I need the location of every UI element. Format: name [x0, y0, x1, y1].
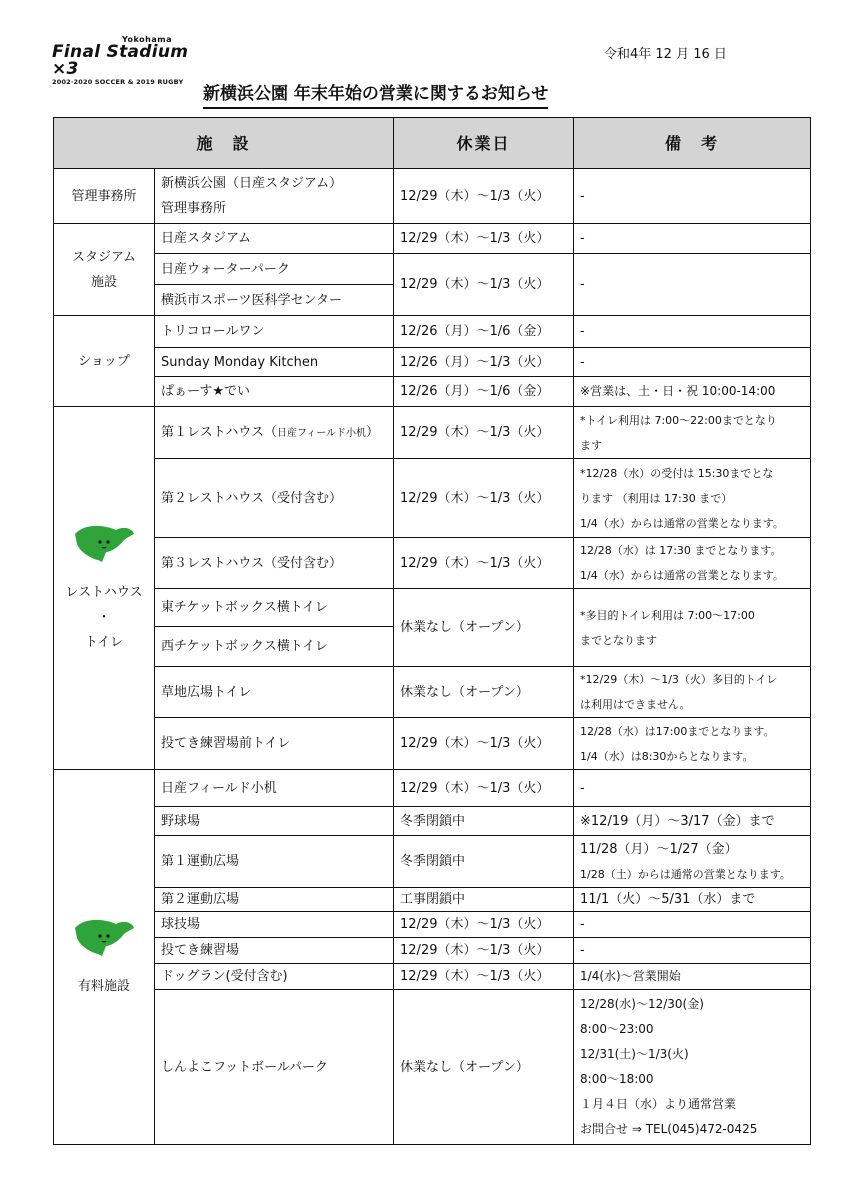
facility-name: 横浜市スポーツ医科学センター — [155, 285, 394, 316]
table-row — [54, 836, 811, 888]
note-line: *12/29（木）～1/3（火）多目的トイレ — [580, 673, 778, 686]
green-mascot-icon — [72, 916, 136, 960]
closed-days-cell: 12/29（木）～1/3（火） — [394, 538, 574, 589]
category-resthouse-toilet — [54, 407, 155, 770]
facility-name: しんよこフットボールパーク — [155, 990, 394, 1145]
closed-days-cell: 休業なし（オープン） — [394, 589, 574, 667]
table-row — [54, 938, 811, 964]
closed-days-cell: 12/29（木）～1/3（火） — [394, 407, 574, 459]
logo-tagline: 2002·2020 SOCCER & 2019 RUGBY — [52, 78, 184, 86]
notes-cell: - — [574, 938, 811, 964]
closed-days-cell: 12/29（木）～1/3（火） — [394, 459, 574, 538]
table-row — [54, 377, 811, 407]
category-label: レストハウス — [65, 584, 143, 600]
closed-days-cell: 12/29（木）～1/3（火） — [394, 938, 574, 964]
facility-name: 野球場 — [155, 807, 394, 836]
notes-cell: - — [574, 224, 811, 254]
facility-name: 日産フィールド小机 — [155, 770, 394, 807]
note-line: 12/28(水)～12/30(金) — [580, 997, 704, 1011]
facility-name: 東チケットボックス横トイレ — [155, 589, 394, 627]
category-stadium — [54, 224, 155, 316]
closed-days-cell: 休業なし（オープン） — [394, 990, 574, 1145]
facility-name: 球技場 — [155, 912, 394, 938]
note-line: 12/28（水）は 17:30 までとなります。 — [580, 544, 782, 557]
facility-name: 日産ウォーターパーク — [155, 254, 394, 285]
table-row — [54, 459, 811, 538]
category-label: スタジアム — [71, 249, 137, 265]
closed-days-cell: 12/26（月）～1/6（金） — [394, 316, 574, 348]
notes-cell: - — [574, 770, 811, 807]
logo — [52, 36, 212, 86]
facility-name: 草地広場トイレ — [155, 667, 394, 718]
note-line: １月４日（水）より通常営業 — [580, 1097, 737, 1111]
facility-cell — [155, 407, 394, 459]
facility-name: 第１運動広場 — [155, 836, 394, 888]
facility-name: ぱぁーす★でい — [155, 377, 394, 407]
facility-name-close: ） — [365, 424, 379, 440]
closed-days-cell: 休業なし（オープン） — [394, 667, 574, 718]
note-line: ります （利用は 17:30 まで） — [580, 491, 733, 505]
notes-cell: ※12/19（月）～3/17（金）まで — [574, 807, 811, 836]
notes-cell — [574, 459, 811, 538]
issue-date: 令和4年 12 月 16 日 — [604, 47, 727, 62]
schedule-table — [53, 117, 811, 1145]
facility-name: 新横浜公園（日産スタジアム） — [161, 176, 343, 191]
notes-cell: 1/4(水)～営業開始 — [574, 964, 811, 990]
table-row — [54, 316, 811, 348]
category-label: トイレ — [84, 634, 124, 650]
closed-days-cell: 12/29（木）～1/3（火） — [394, 254, 574, 316]
closed-days-cell: 冬季閉鎖中 — [394, 807, 574, 836]
facility-name: ドッグラン(受付含む) — [155, 964, 394, 990]
note-line: までとなります — [580, 633, 658, 647]
notes-cell — [574, 589, 811, 667]
table-row — [54, 224, 811, 254]
notes-cell: - — [574, 169, 811, 224]
closed-days-cell: 12/26（月）～1/3（火） — [394, 348, 574, 377]
note-line: 1/28（土）からは通常の営業となります。 — [580, 867, 791, 881]
category-paid-facilities — [54, 770, 155, 1145]
closed-days-cell: 12/29（木）～1/3（火） — [394, 912, 574, 938]
notes-cell: - — [574, 316, 811, 348]
header-closed-days: 休業日 — [394, 118, 574, 169]
facility-name-sub: 日産フィールド小机 — [276, 427, 366, 439]
facility-name: 西チケットボックス横トイレ — [155, 627, 394, 667]
notes-cell: - — [574, 348, 811, 377]
note-line: は利用はできません。 — [580, 698, 691, 711]
logo-small-text: Yokohama — [122, 35, 172, 44]
table-row — [54, 770, 811, 807]
closed-days-cell: 12/29（木）～1/3（火） — [394, 770, 574, 807]
facility-name: 日産スタジアム — [155, 224, 394, 254]
green-mascot-icon — [72, 522, 136, 566]
notes-cell — [574, 667, 811, 718]
category-label: 有料施設 — [77, 978, 130, 994]
facility-name: 投てき練習場前トイレ — [155, 718, 394, 770]
table-row — [54, 169, 811, 224]
table-row — [54, 807, 811, 836]
notes-cell: 11/1（火）～5/31（水）まで — [574, 888, 811, 912]
closed-days-cell: 12/29（木）～1/3（火） — [394, 224, 574, 254]
note-line: 1/4（水）からは通常の営業となります。 — [580, 516, 784, 530]
note-line: *12/28（水）の受付は 15:30までとな — [580, 466, 774, 480]
note-line: ます — [580, 438, 603, 452]
category-shop: ショップ — [54, 316, 155, 407]
closed-days-cell: 12/26（月）～1/6（金） — [394, 377, 574, 407]
table-row — [54, 964, 811, 990]
header-facility: 施 設 — [54, 118, 394, 169]
note-line: 12/31(土)～1/3(火) — [580, 1047, 689, 1061]
table-row — [54, 254, 811, 285]
note-line: 8:00～23:00 — [580, 1022, 654, 1036]
facility-name: 第１レストハウス（ — [161, 424, 277, 440]
closed-days-cell: 12/29（木）～1/3（火） — [394, 964, 574, 990]
facility-name: トリコロールワン — [155, 316, 394, 348]
table-row — [54, 407, 811, 459]
table-row — [54, 538, 811, 589]
facility-name: 管理事務所 — [161, 201, 227, 216]
closed-days-cell: 工事閉鎖中 — [394, 888, 574, 912]
note-line: 1/4（水）は8:30からとなります。 — [580, 749, 754, 763]
category-label: 施設 — [90, 274, 117, 290]
facility-name: Sunday Monday Kitchen — [155, 348, 394, 377]
note-line: 11/28（月）～1/27（金） — [580, 841, 738, 857]
header-notes: 備 考 — [574, 118, 811, 169]
closed-days-cell: 12/29（木）～1/3（火） — [394, 718, 574, 770]
table-row — [54, 718, 811, 770]
notes-cell: - — [574, 912, 811, 938]
facility-name: 投てき練習場 — [155, 938, 394, 964]
table-row — [54, 667, 811, 718]
closed-days-cell: 12/29（木）～1/3（火） — [394, 169, 574, 224]
contact-line: お問合せ ⇒ TEL(045)472-0425 — [580, 1122, 758, 1136]
note-line: 1/4（水）からは通常の営業となります。 — [580, 569, 784, 582]
notes-cell — [574, 538, 811, 589]
closed-days-cell: 冬季閉鎖中 — [394, 836, 574, 888]
facility-name: 第３レストハウス（受付含む） — [155, 538, 394, 589]
table-row — [54, 589, 811, 627]
notes-cell: - — [574, 254, 811, 316]
note-line: *トイレ利用は 7:00～22:00までとなり — [580, 413, 777, 427]
table-row — [54, 348, 811, 377]
page-title: 新横浜公園 年末年始の営業に関するお知らせ — [203, 79, 548, 109]
facility-name: 第２レストハウス（受付含む） — [155, 459, 394, 538]
notes-cell — [574, 836, 811, 888]
notes-cell — [574, 407, 811, 459]
note-line: 8:00～18:00 — [580, 1072, 654, 1086]
facility-cell — [155, 169, 394, 224]
logo-main-text: Final Stadium ×3 — [52, 42, 189, 79]
category-management: 管理事務所 — [54, 169, 155, 224]
note-line: 12/28（水）は17:00までとなります。 — [580, 724, 775, 738]
notes-cell — [574, 718, 811, 770]
category-label: ・ — [97, 609, 111, 625]
facility-name: 第２運動広場 — [155, 888, 394, 912]
table-row — [54, 990, 811, 1145]
table-header-row — [54, 118, 811, 169]
note-line: *多目的トイレ利用は 7:00～17:00 — [580, 608, 755, 622]
notes-cell — [574, 990, 811, 1145]
table-row — [54, 912, 811, 938]
notes-cell: ※営業は、土・日・祝 10:00-14:00 — [574, 377, 811, 407]
table-row — [54, 888, 811, 912]
